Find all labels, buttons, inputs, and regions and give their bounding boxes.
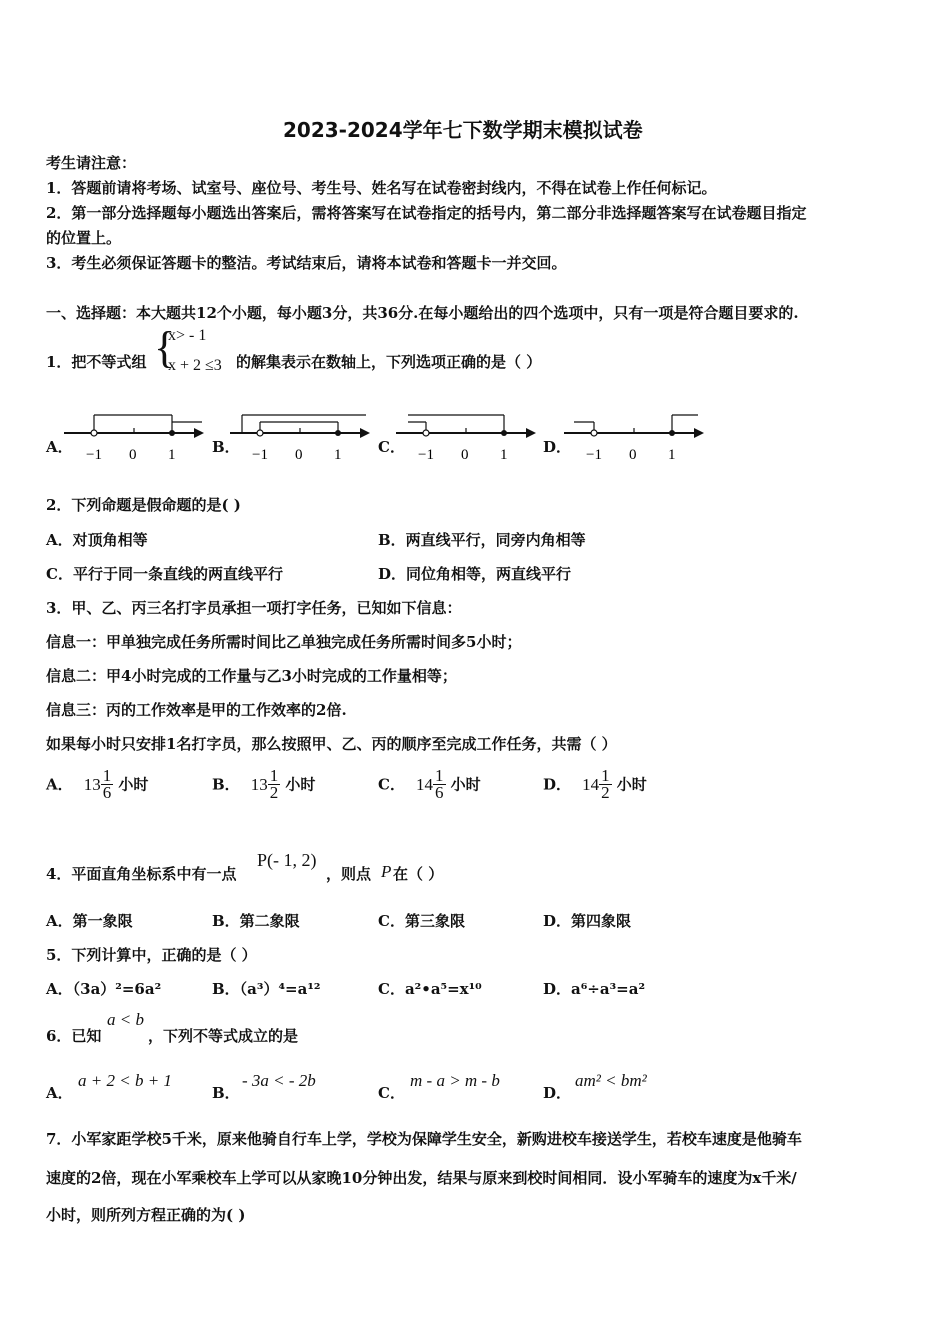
question-2-stem: 2．下列命题是假命题的是( ) xyxy=(46,496,241,514)
fraction: $\frac{1}{2}$ xyxy=(601,766,610,802)
notice-line: 1．答题前请将考场、试室号、座位号、考生号、姓名写在试卷密封线内，不得在试卷上作任何标记。 xyxy=(46,179,717,197)
option-label: D． xyxy=(543,1084,572,1102)
option-c: m - a > m - b xyxy=(410,1071,500,1090)
option-c: C．a²•a⁵=x¹⁰ xyxy=(378,980,482,998)
question-7-line: 速度的2倍，现在小军乘校车上学可以从家晚10分钟出发，结果与原来到校时间相同．设小军骑车的速度为x千米/ xyxy=(46,1169,797,1187)
option-c xyxy=(378,768,481,801)
option-b: - 3a < - 2b xyxy=(242,1071,316,1090)
option-a: A．（3a）²=6a² xyxy=(46,980,162,998)
option-label: B． xyxy=(212,438,240,456)
section-heading: 一、选择题：本大题共12个小题，每小题3分，共36分.在每小题给出的四个选项中，只有一项是符合题目要求的. xyxy=(46,304,799,322)
mixed-whole: 14 xyxy=(582,774,600,794)
mixed-whole: 13 xyxy=(250,774,268,794)
option-label: D． xyxy=(543,775,572,794)
page-title: 2023-2024学年七下数学期末模拟试卷 xyxy=(283,118,643,142)
notice-line: 的位置上。 xyxy=(46,229,122,247)
mixed-whole: 13 xyxy=(83,774,101,794)
question-4-pre: 4．平面直角坐标系中有一点 xyxy=(46,865,237,883)
tick-label: 1 xyxy=(168,447,176,463)
question-1-text: 的解集表示在数轴上，下列选项正确的是（ ） xyxy=(236,353,542,371)
question-6-pre: 6．已知 xyxy=(46,1027,102,1045)
system-inequality-2: x + 2 ≤3 xyxy=(168,357,222,374)
notice-heading: 考生请注意： xyxy=(46,154,137,172)
tick-label: −1 xyxy=(418,447,434,463)
option-b xyxy=(212,768,315,801)
option-label: D． xyxy=(543,438,572,456)
number-line-d xyxy=(564,408,706,468)
option-b: B．两直线平行，同旁内角相等 xyxy=(378,531,586,549)
tick-label: 0 xyxy=(629,447,637,463)
system-brace: { xyxy=(154,323,176,372)
tick-label: −1 xyxy=(586,447,602,463)
option-label: C． xyxy=(378,1084,405,1102)
tick-label: 0 xyxy=(295,447,303,463)
number-line-a xyxy=(64,408,206,468)
question-3-stem: 3．甲、乙、丙三名打字员承担一项打字任务，已知如下信息： xyxy=(46,599,462,617)
option-label: A． xyxy=(46,1084,73,1102)
option-label: A． xyxy=(46,438,73,456)
question-6-post: ，下列不等式成立的是 xyxy=(148,1027,299,1045)
unit-label: 小时 xyxy=(616,775,647,794)
question-4-post: ，则点 xyxy=(326,865,372,883)
option-label: B． xyxy=(212,1084,240,1102)
tick-label: −1 xyxy=(252,447,268,463)
fraction: $\frac{1}{2}$ xyxy=(269,766,279,802)
tick-label: −1 xyxy=(86,447,102,463)
tick-label: 0 xyxy=(129,447,137,463)
unit-label: 小时 xyxy=(450,775,481,794)
option-a xyxy=(46,768,148,801)
system-inequality-1: x> - 1 xyxy=(168,327,207,344)
option-d: D．同位角相等，两直线平行 xyxy=(378,565,572,583)
question-4-post: 在（ ） xyxy=(393,865,444,883)
question-1-number: 1．把不等式组 xyxy=(46,353,147,371)
number-line-c xyxy=(396,408,538,468)
unit-label: 小时 xyxy=(285,775,316,794)
option-label: B． xyxy=(212,775,240,794)
notice-line: 3．考生必须保证答题卡的整洁。考试结束后，请将本试卷和答题卡一并交回。 xyxy=(46,254,567,272)
option-b: B．第二象限 xyxy=(212,912,300,930)
question-5-stem: 5．下列计算中，正确的是（ ） xyxy=(46,946,257,964)
option-a: a + 2 < b + 1 xyxy=(78,1071,172,1090)
info-line: 信息三：丙的工作效率是甲的工作效率的2倍. xyxy=(46,701,347,719)
tick-label: 1 xyxy=(334,447,342,463)
mixed-whole: 14 xyxy=(416,774,434,794)
question-7-line: 7．小军家距学校5千米，原来他骑自行车上学，学校为保障学生安全，新购进校车接送学生，若校车速度是他骑车 xyxy=(46,1130,802,1148)
tick-label: 0 xyxy=(461,447,469,463)
option-d xyxy=(543,768,647,801)
info-line: 信息一：甲单独完成任务所需时间比乙单独完成任务所需时间多5小时； xyxy=(46,633,522,651)
question-7-line: 小时，则所列方程正确的为( ) xyxy=(46,1206,246,1224)
unit-label: 小时 xyxy=(118,775,149,794)
option-b: B．（a³）⁴=a¹² xyxy=(212,980,321,998)
fraction: $\frac{1}{6}$ xyxy=(435,766,444,802)
option-label: C． xyxy=(378,775,405,794)
option-d: D．a⁶÷a³=a² xyxy=(543,980,646,998)
option-a: A．对顶角相等 xyxy=(46,531,148,549)
tick-label: 1 xyxy=(500,447,508,463)
tick-label: 1 xyxy=(668,447,676,463)
point-label: P xyxy=(381,862,392,881)
option-d: D．第四象限 xyxy=(543,912,632,930)
fraction: $\frac{1}{6}$ xyxy=(102,766,112,802)
option-a: A．第一象限 xyxy=(46,912,133,930)
question-3-ask: 如果每小时只安排1名打字员，那么按照甲、乙、丙的顺序至完成工作任务，共需（ ） xyxy=(46,735,617,753)
option-label: A． xyxy=(46,775,73,794)
notice-line: 2．第一部分选择题每小题选出答案后，需将答案写在试卷指定的括号内，第二部分非选择题答案写在试卷题目指定 xyxy=(46,204,807,222)
option-c: C．平行于同一条直线的两直线平行 xyxy=(46,565,283,583)
option-c: C．第三象限 xyxy=(378,912,465,930)
info-line: 信息二：甲4小时完成的工作量与乙3小时完成的工作量相等； xyxy=(46,667,457,685)
option-label: C． xyxy=(378,438,405,456)
option-d: am² < bm² xyxy=(575,1071,647,1090)
number-line-b xyxy=(230,408,372,468)
condition: a < b xyxy=(107,1010,144,1029)
point-p: P(- 1, 2) xyxy=(257,850,317,870)
